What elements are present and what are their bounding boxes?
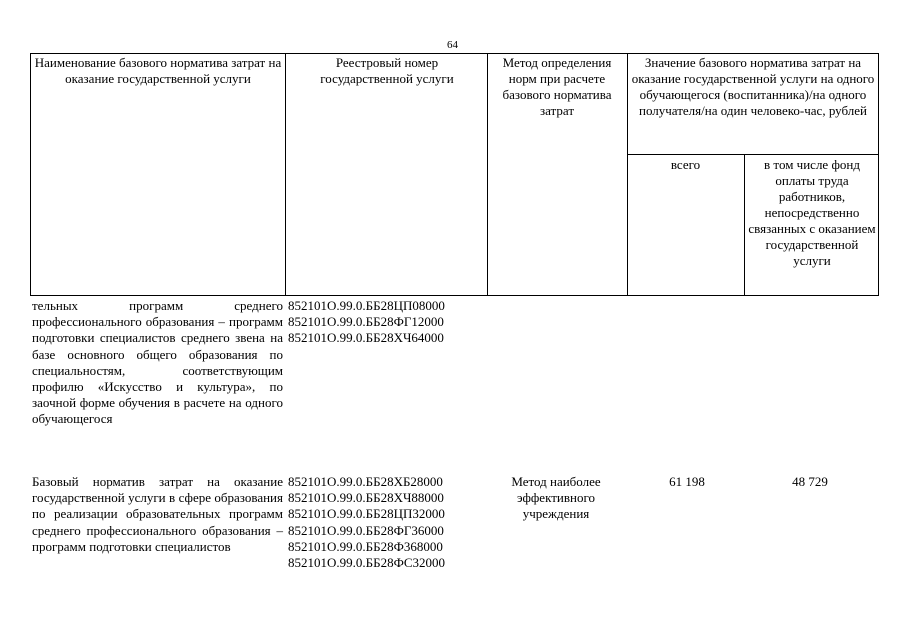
table-divider xyxy=(627,154,879,155)
table-divider xyxy=(285,53,286,296)
row-name: Базовый норматив затрат на оказание государственной услуги в сфере образования по реализации образовательных программ среднего профессионального образования – программ подготовки специалистов xyxy=(32,474,283,554)
table-divider xyxy=(627,53,628,296)
row-method: Метод наиболее эффективного учреждения xyxy=(511,474,601,522)
row-name: тельных программ среднего профессионального образования – программ подготовки специалистов среднего звена на базе основного общего образования по специальностям, соответствующим профилю «Искусство и культура», по заочной форме обучения в расчете на одного обучающегося xyxy=(32,298,283,427)
table-header xyxy=(30,53,879,296)
row-codes: 852101О.99.0.ББ28ЦП08000 852101О.99.0.ББ28ФГ12000 852101О.99.0.ББ28ХЧ64000 xyxy=(288,298,445,346)
table-divider xyxy=(487,53,488,296)
table-divider xyxy=(744,154,745,296)
row-total: 61 198 xyxy=(669,474,705,489)
table-border-left xyxy=(30,53,31,296)
row-codes: 852101О.99.0.ББ28ХБ28000 852101О.99.0.ББ28ХЧ88000 852101О.99.0.ББ28ЦП32000 852101О.99.0.ББ28ФГ36000 852101О.99.0.ББ28Ф368000 852101О.99.0.ББ28ФС32000 xyxy=(288,474,446,571)
header-registry: Реестровый номер государственной услуги xyxy=(320,55,454,86)
header-total: всего xyxy=(670,157,701,172)
header-method: Метод определения норм при расчете базового норматива затрат xyxy=(502,55,612,118)
row-payroll: 48 729 xyxy=(792,474,828,489)
header-payroll: в том числе фонд оплаты труда работников, непосредственно связанных с оказанием государственной услуги xyxy=(748,157,876,268)
table-border-bottom xyxy=(30,295,879,296)
header-value: Значение базового норматива затрат на оказание государственной услуги на одного обучающегося (воспитанника)/на одного получателя/на один человеко-час, рублей xyxy=(631,55,875,118)
page-number: 64 xyxy=(447,39,458,51)
table-border-right xyxy=(878,53,879,296)
table-border-top xyxy=(30,53,879,54)
header-name: Наименование базового норматива затрат на оказание государственной услуги xyxy=(34,55,282,86)
